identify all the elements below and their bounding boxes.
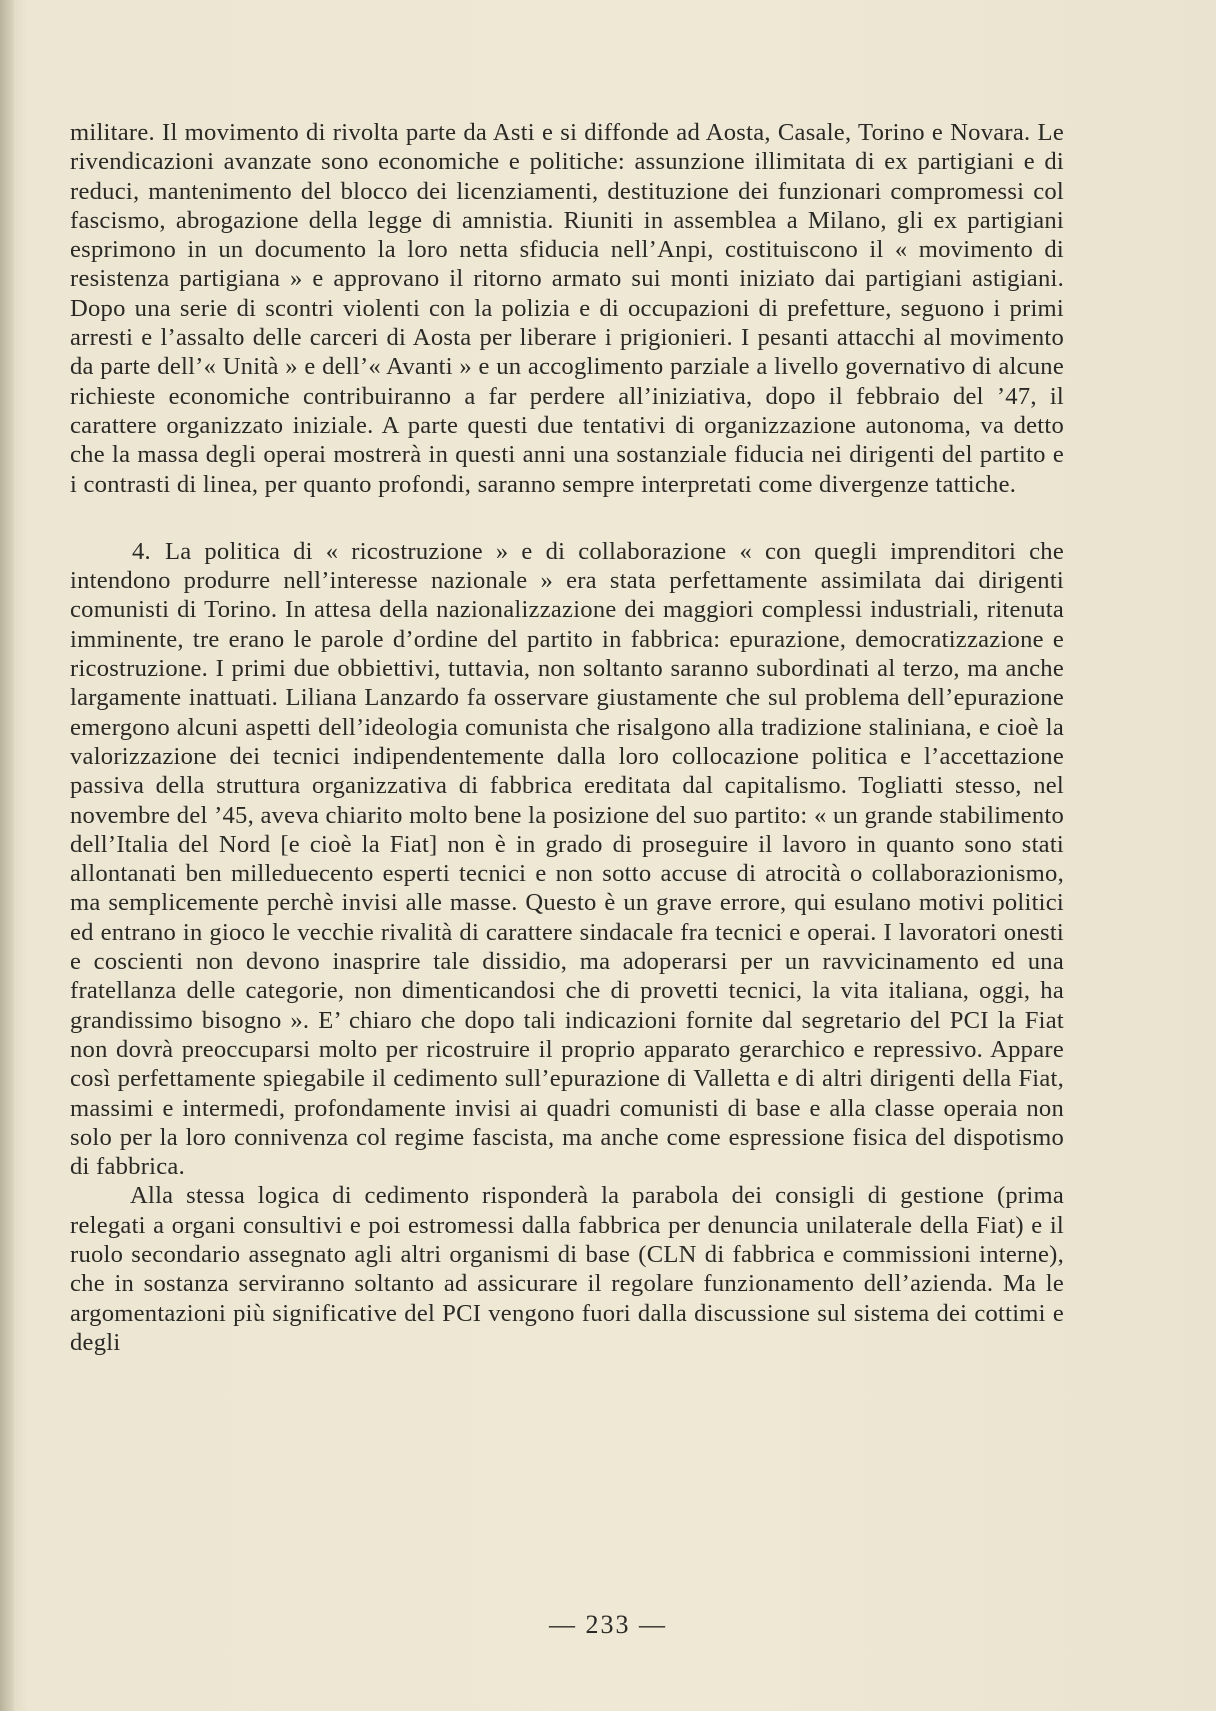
page-number: — 233 — [549, 1610, 667, 1639]
section-paragraph [70, 537, 1064, 1182]
paragraph-continuation: militare. Il movimento di rivolta parte da Asti e si diffonde ad Aosta, Casale, Torino e Novara. Le rivendicazioni avanzate sono economiche e politiche: assunzione illimitata di ex partigiani e di reduci, mantenimento del blocco dei licenziamenti, destituzione dei funzionari compromessi col fascismo, abrogazione della legge di amnistia. Riuniti in assemblea a Milano, gli ex partigiani esprimono in un documento la loro netta sfiducia nell’Anpi, costituiscono il « movimento di resistenza partigiana » e approvano il ritorno armato sui monti iniziato dai partigiani astigiani. Dopo una serie di scontri violenti con la polizia e di occupazioni di prefetture, seguono i primi arresti e l’assalto delle carceri di Aosta per liberare i prigionieri. I pesanti attacchi al movimento da parte dell’« Unità » e dell’« Avanti » e un accoglimento parziale a livello governativo di alcune richieste economiche contribuiranno a far perdere all’iniziativa, dopo il febbraio del ’47, il carattere organizzato iniziale. A parte questi due tentativi di organizzazione autonoma, va detto che la massa degli operai mostrerà in questi anni una sostanziale fiducia nei dirigenti del partito e i contrasti di linea, per quanto profondi, saranno sempre interpretati come divergenze tattiche. [70, 119, 1064, 498]
section-paragraph-text: La politica di « ricostruzione » e di collaborazione « con quegli imprenditori che intendono produrre nell’interesse nazionale » era stata perfettamente assimilata dai dirigenti comunisti di Torino. In attesa della nazionalizzazione dei maggiori complessi industriali, ritenuta imminente, tre erano le parole d’ordine del partito in fabbrica: epurazione, democratizzazione e ricostruzione. I primi due obbiettivi, tuttavia, non soltanto saranno subordinati al terzo, ma anche largamente inattuati. Liliana Lanzardo fa osservare giustamente che sul problema dell’epurazione emergono alcuni aspetti dell’ideologia comunista che risalgono alla tradizione staliniana, e cioè la valorizzazione dei tecnici indipendentemente dalla loro collocazione politica e l’accettazione passiva della struttura organizzativa di fabbrica ereditata dal capitalismo. Togliatti stesso, nel novembre del ’45, aveva chiarito molto bene la posizione del suo partito: « un grande stabilimento dell’Italia del Nord [e cioè la Fiat] non è in grado di proseguire il lavoro in quanto sono stati allontanati ben milleduecento esperti tecnici e non sotto accuse di atrocità o collaborazionismo, ma semplicemente perchè invisi alle masse. Questo è un grave errore, qui esulano motivi politici ed entrano in gioco le vecchie rivalità di carattere sindacale fra tecnici e operai. I lavoratori onesti e coscienti non devono inasprire tale dissidio, ma adoperarsi per un ravvicinamento ed una fratellanza delle categorie, non dimenticandosi che di provetti tecnici, la vita italiana, oggi, ha grandissimo bisogno ». E’ chiaro che dopo tali indicazioni fornite dal segretario del PCI la Fiat non dovrà preoccuparsi molto per ricostruire il proprio apparato gerarchico e repressivo. Appare così perfettamente spiegabile il cedimento sull’epurazione di Valletta e di altri dirigenti della Fiat, massimi e intermedi, profondamente invisi ai quadri comunisti di base e alla classe operaia non solo per la loro connivenza col regime fascista, ma anche come espressione fisica del dispotismo di fabbrica. [70, 537, 1064, 1181]
section-number: 4. [132, 537, 151, 565]
body-text [70, 118, 1064, 1357]
page-spine-shadow [0, 0, 14, 1711]
paragraph: Alla stessa logica di cedimento risponderà la parabola dei consigli di gestione (prima relegati a organi consultivi e poi estromessi dalla fabbrica per denuncia unilaterale della Fiat) e il ruolo secondario assegnato agli altri organismi di base (CLN di fabbrica e commissioni interne), che in sostanza serviranno soltanto ad assicurare il regolare funzionamento dell’azienda. Ma le argomentazioni più significative del PCI vengono fuori dalla discussione sul sistema dei cottimi e degli [70, 1182, 1064, 1356]
